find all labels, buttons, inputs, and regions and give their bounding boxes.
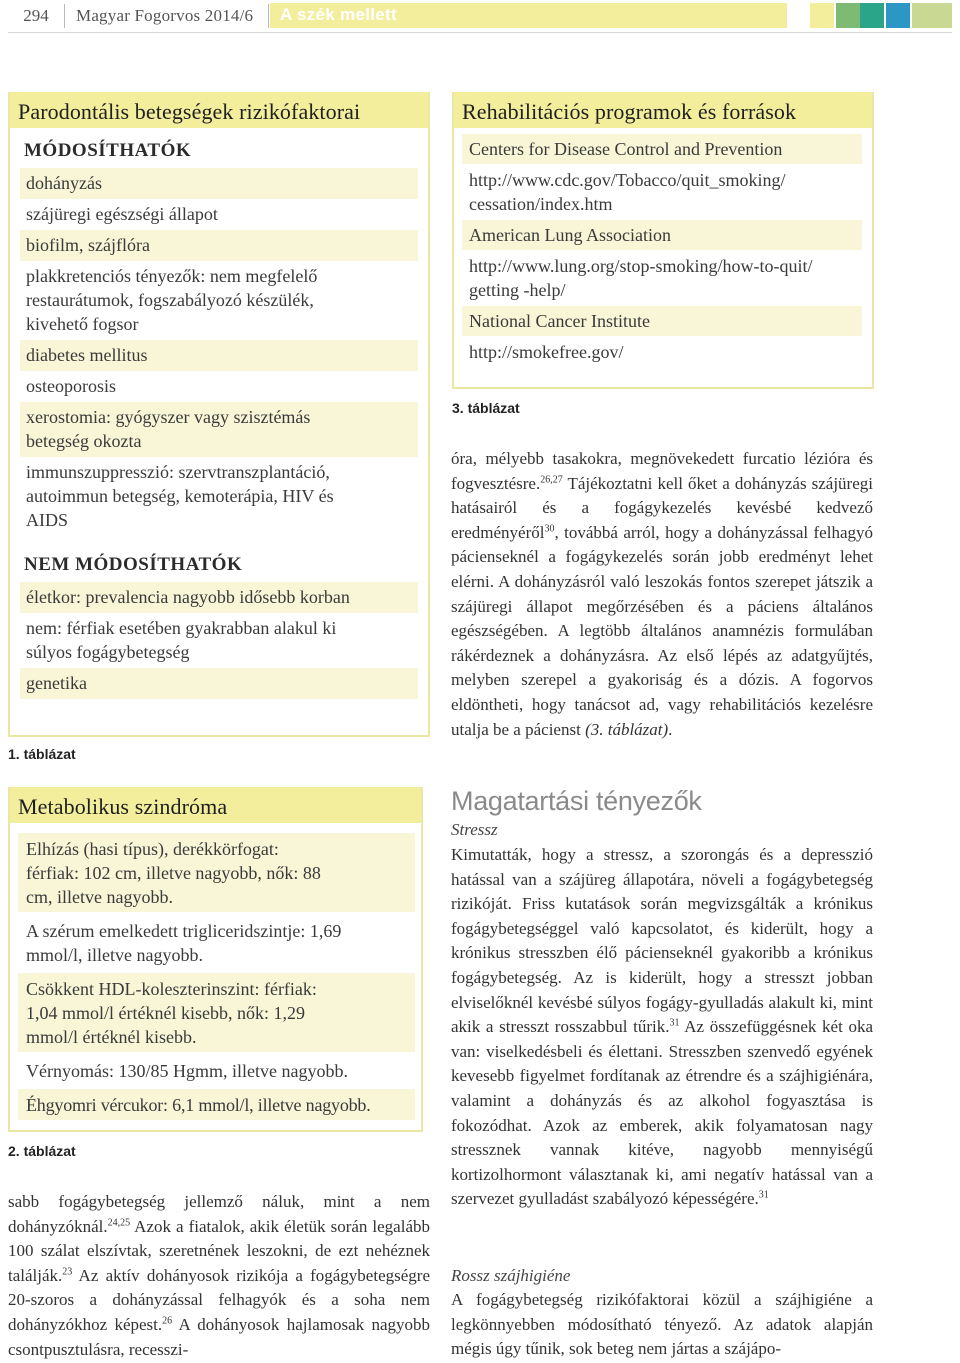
header-divider	[64, 4, 65, 28]
body-paragraph: sabb fogágybetegség jellemző náluk, mint a nem dohányzóknál.$^{24,25}$ Azok a fiatalok, akik életük során legalább 100 szálat elszívtak, szeretnének leszokni, de ezt nehéznek találják.$^{23}$ Az aktív dohányosok rizikója a fogágybetegségre 20-szoros a dohányzással felhagyók és a soha nem dohányzókhoz képest.$^{26}$ A dohányosok hajlamosak nagyobb csontpusztulásra, recesszi-	[8, 1192, 430, 1359]
color-square-blue	[886, 3, 910, 28]
section-heading: Magatartási tényezők	[451, 786, 702, 816]
nonmodifiable-heading: NEM MÓDOSÍTHATÓK	[24, 554, 243, 575]
list-item: plakkretenciós tényezők: nem megfelelő restaurátumok, fogszabályozó készülék, kivehető fogsor	[26, 266, 318, 334]
list-item: Vérnyomás: 130/85 Hgmm, illetve nagyobb.	[26, 1061, 348, 1081]
modifiable-heading: MÓDOSÍTHATÓK	[24, 140, 192, 161]
list-item: szájüregi egészségi állapot	[26, 204, 218, 224]
subsection-heading: Stressz	[451, 820, 498, 839]
list-item: Csökkent HDL-koleszterinszint: férfiak: 1,04 mmol/l értéknél kisebb, nők: 1,29 mmol/l értéknél kisebb.	[18, 973, 415, 1052]
table-title: Metabolikus szindróma	[10, 787, 421, 823]
table-caption: 3. táblázat	[452, 400, 520, 416]
list-item: osteoporosis	[26, 376, 116, 396]
color-square-teal	[860, 3, 884, 28]
table-risk-factors	[8, 92, 430, 737]
list-item: diabetes mellitus	[20, 340, 418, 371]
table-title: Parodontális betegségek rizikófaktorai	[10, 92, 428, 128]
list-item: xerostomia: gyógyszer vagy szisztémás betegség okozta	[20, 402, 418, 457]
list-item: életkor: prevalencia nagyobb idősebb korban	[20, 582, 418, 613]
header-divider	[268, 4, 269, 28]
table-reference: (3. táblázat)	[585, 719, 669, 739]
list-item: Éhgyomri vércukor: 6,1 mmol/l, illetve nagyobb.	[18, 1089, 415, 1120]
citation: 30	[544, 523, 555, 535]
section-title: A szék mellett	[280, 5, 397, 24]
citation: 26,27	[540, 473, 563, 485]
color-square-lime	[912, 3, 952, 28]
table-caption: 2. táblázat	[8, 1143, 76, 1159]
table-caption: 1. táblázat	[8, 746, 76, 762]
header-rule	[8, 32, 952, 33]
citation: 24,25	[107, 1216, 131, 1228]
table-title: Rehabilitációs programok és források	[454, 92, 872, 128]
section-banner	[270, 3, 787, 28]
list-item: genetika	[20, 668, 418, 699]
table-metabolic-syndrome	[8, 787, 423, 1132]
body-paragraph: Kimutatták, hogy a stressz, a szorongás és a depresszió hatással van a szájüreg állapotára, növeli a fogágybetegség rizikóját. Friss kutatások során megvizsgálták a krónikus fogágybetegséggel való kapcsolatot, és kiderült, hogy a krónikus stresszben élő pácienseknél gyakoribb a krónikus fogágybetegség. Az is kiderült, hogy a stresszt jobban elviselőknél kevésbé súlyos fogágy-gyulladás alakult ki, mint akik a stresszt rosszabbul tűrik.$^{31}$ Az összefüggésnek két oka van: viselkedésbeli és élettani. Stresszben szenvedő egyének kevesebb figyelmet fordítanak az étrendre és a szájhigiénára, valamint a dohányzás és az alkohol fogyasztása is fokozódhat. Azok az emberek, akik folyamatosan nagy stressznek vannak kitéve, nagyobb mennyiségű kortizolhormont választanak ki, ami negatív hatással van a szervezet gyulladást szabályozó képességére.$^{31}$	[451, 845, 873, 1209]
citation: 23	[62, 1266, 73, 1278]
list-item: American Lung Association	[462, 220, 862, 250]
list-item: biofilm, szájflóra	[20, 230, 418, 261]
list-item: A szérum emelkedett trigliceridszintje: 1,69 mmol/l, illetve nagyobb.	[26, 921, 342, 965]
page-number: 294	[23, 6, 49, 25]
list-item: http://smokefree.gov/	[469, 342, 624, 362]
page-header	[0, 0, 960, 36]
subsection-heading: Rossz szájhigiéne	[451, 1266, 571, 1285]
list-item: Elhízás (hasi típus), derékkörfogat: férfiak: 102 cm, illetve nagyobb, nők: 88 cm, illetve nagyobb.	[18, 833, 415, 912]
color-square-green	[836, 3, 860, 28]
journal-title: Magyar Fogorvos 2014/6	[76, 6, 254, 25]
color-square-yellow	[810, 3, 834, 28]
citation: 31	[669, 1017, 680, 1029]
list-item: http://www.lung.org/stop-smoking/how-to-quit/ getting -help/	[469, 256, 813, 300]
list-item: http://www.cdc.gov/Tobacco/quit_smoking/ cessation/index.htm	[469, 170, 786, 214]
table-rehab-programs	[452, 92, 874, 389]
list-item: immunszuppresszió: szervtranszplantáció, autoimmun betegség, kemoterápia, HIV és AIDS	[26, 462, 334, 530]
body-paragraph: óra, mélyebb tasakokra, megnövekedett furcatio lézióra és fogvesztésre.$^{26,27}$ Tájékoztatni kell őket a dohányzás szájüregi hatásairól és a fogágykezelés kevésbé kedvező eredményéről$^{30}$, továbbá arról, hogy a dohányzással felhagyó pácienseknél a fogágykezelés során jobb eredményt lehet elérni. A dohányzásról való leszokás fontos szerepet játszik a szájüregi állapot megőrzésében és a páciens általános egészségében. A legtöbb általános anamnézis formulában rákérdeznek a dohányzásra. Az első lépés az adatgyűjtés, melyben szerepel a gyakoriság és a dózis. A fogorvos eldöntheti, hogy tanácsot ad, vagy rehabilitációs kezelésre utalja be a pácienst (3. táblázat).	[451, 449, 873, 739]
list-item: nem: férfiak esetében gyakrabban alakul ki súlyos fogágybetegség	[26, 618, 337, 662]
list-item: National Cancer Institute	[462, 306, 862, 336]
list-item: Centers for Disease Control and Prevention	[462, 134, 862, 164]
citation: 26	[162, 1315, 173, 1327]
citation: 31	[758, 1189, 769, 1201]
body-paragraph: A fogágybetegség rizikófaktorai közül a szájhigiéne a legkönnyebben módosítható tényező. Az adatok alapján mégis úgy tűnik, sok beteg nem jártas a szájápo-	[451, 1290, 873, 1359]
list-item: dohányzás	[20, 168, 418, 199]
